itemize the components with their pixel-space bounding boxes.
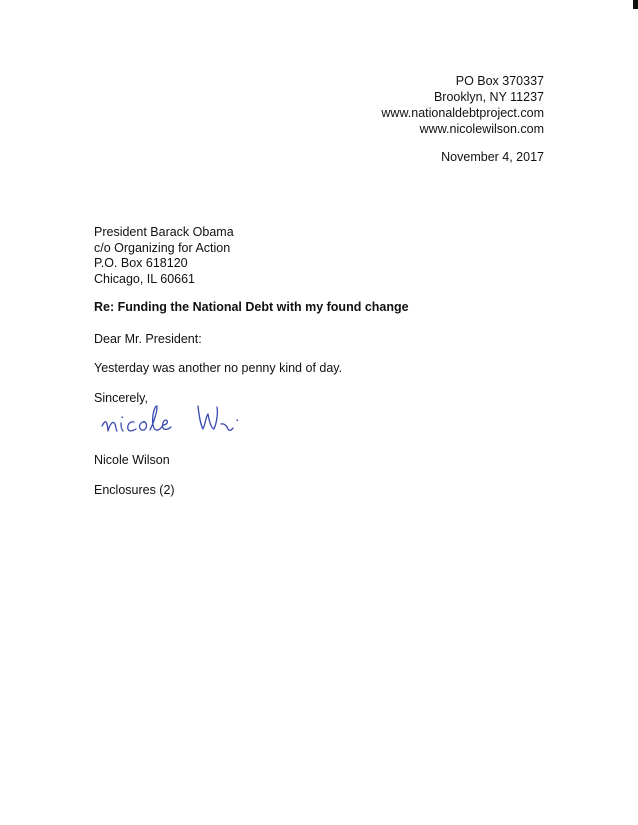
letter-date: November 4, 2017	[441, 150, 544, 164]
sender-website-1: www.nationaldebtproject.com	[381, 106, 544, 120]
recipient-city-state-zip: Chicago, IL 60661	[94, 271, 196, 286]
body-paragraph: Yesterday was another no penny kind of day.	[94, 361, 343, 375]
enclosures-note: Enclosures (2)	[94, 483, 175, 497]
scan-corner-mark	[633, 0, 638, 9]
recipient-po-box: P.O. Box 618120	[94, 256, 188, 270]
handwritten-signature	[100, 398, 265, 440]
recipient-care-of: c/o Organizing for Action	[94, 240, 231, 255]
signer-name: Nicole Wilson	[94, 453, 170, 467]
recipient-name: President Barack Obama	[94, 225, 234, 239]
sender-website-2: www.nicolewilson.com	[419, 122, 544, 136]
sender-address-block	[381, 73, 544, 137]
recipient-address-block	[94, 225, 234, 287]
subject-line: Re: Funding the National Debt with my found change	[94, 300, 409, 314]
signature-strokes	[102, 406, 238, 431]
sender-city-state-zip: Brooklyn, NY 11237	[433, 90, 544, 104]
sender-po-box: PO Box 370337	[455, 74, 544, 88]
closing: Sincerely,	[94, 391, 148, 405]
salutation: Dear Mr. President:	[94, 332, 202, 346]
